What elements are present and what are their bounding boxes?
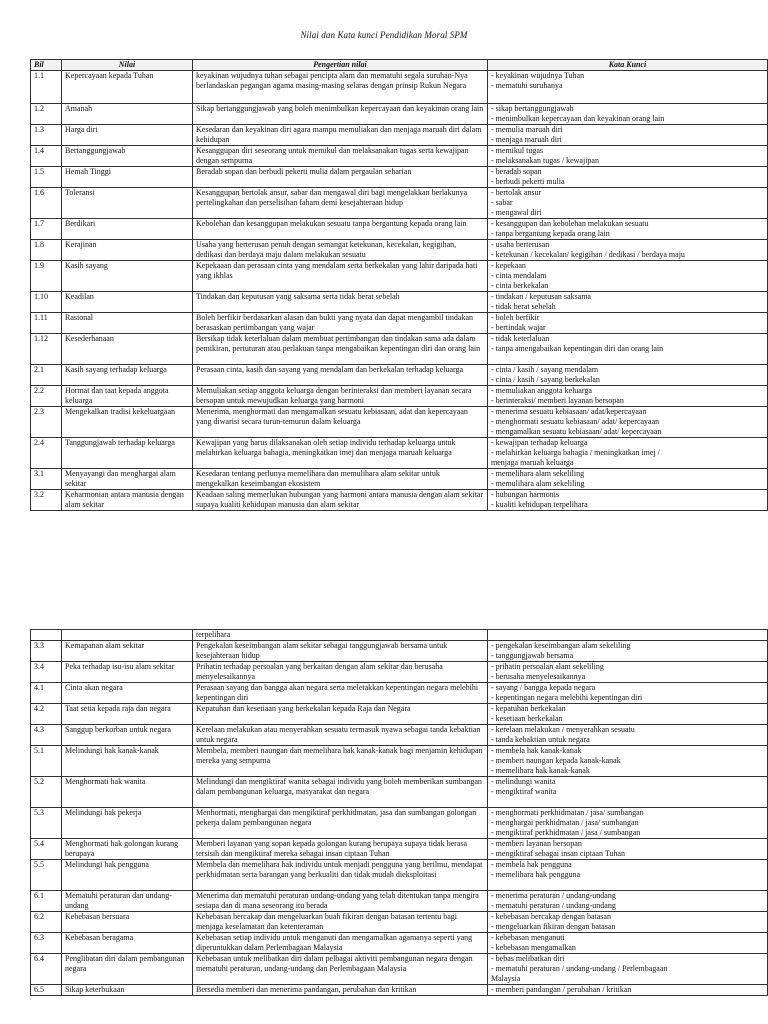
table-row — [31, 839, 768, 860]
keyword-line: - bertolak ansur — [491, 188, 542, 197]
keywords-cell — [488, 125, 768, 146]
row-number: 3.1 — [31, 469, 62, 490]
row-number: 3.3 — [31, 641, 62, 662]
value-definition: Keadaan saling memerlukan hubungan yang harmoni antara manusia dengan alam sekitar supaya kualiti kehidupan manusia dan alam sekitar — [193, 490, 488, 511]
header-pengertian: Pengertian nilai — [193, 60, 488, 71]
table-row — [31, 912, 768, 933]
header-nilai: Nilai — [62, 60, 193, 71]
keywords-cell — [488, 104, 768, 125]
keyword-line: - mengiktiraf perkhidmatan / jasa / sumbangan — [491, 828, 641, 837]
value-definition: Kebebasan setiap individu untuk menganuti dan mengamalkan agamanya seperti yang diperuntukkan dalam Perlembagaan Malaysia — [193, 933, 488, 954]
table-row — [31, 860, 768, 891]
value-definition: Kesedaran tentang perlunya memelihara dan memulihara alam sekitar untuk mengekalkan keseimbangan ekosistem — [193, 469, 488, 490]
keyword-line: - hubungan harmonis — [491, 490, 559, 499]
keywords-cell — [488, 469, 768, 490]
keywords-cell — [488, 808, 768, 839]
keywords-cell — [488, 146, 768, 167]
keyword-line: - mematuhi peraturan / undang-undang / Perlembagaan — [491, 964, 668, 973]
value-definition: Bersikap tidak keterlaluan dalam membuat pertimbangan dan tindakan sama ada dalam pemikiran, pertuturan atau perlakuan tanpa mengabaikan kepentingan diri dan orang lain — [193, 334, 488, 365]
row-number: 1.11 — [31, 313, 62, 334]
keyword-line: - prihatin persoalan alam sekeliling — [491, 662, 604, 671]
keyword-line: - cinta mendalam — [491, 271, 547, 280]
keyword-line: - memberi layanan bersopan — [491, 839, 582, 848]
keywords-cell — [488, 386, 768, 407]
keywords-cell — [488, 777, 768, 808]
row-number: 4.1 — [31, 683, 62, 704]
keyword-line: - mengawal diri — [491, 208, 542, 217]
keyword-line: - kesanggupan dan kebolehan melakukan sesuatu — [491, 219, 649, 228]
keyword-line: - membela hak kanak-kanak — [491, 746, 582, 755]
keyword-line: - kepekaan — [491, 261, 526, 270]
value-name: Hormat dan taat kepada anggota keluarga — [62, 386, 193, 407]
table-row — [31, 704, 768, 725]
row-number: 5.2 — [31, 777, 62, 808]
row-number: 1.8 — [31, 240, 62, 261]
value-definition: Menhormati, menghargai dan mengiktiraf perkhidmatan, jasa dan sumbangan golongan pekerja dalam pembangunan negara — [193, 808, 488, 839]
keyword-line: - ketekunan / kecekalan/ kegigihan / dedikasi / berdaya maju — [491, 250, 685, 259]
value-name: Menghormati hak golongan kurang berupaya — [62, 839, 193, 860]
keyword-line: - sikap bertanggungjawab — [491, 104, 574, 113]
keyword-line: - memulia maruah diri — [491, 125, 563, 134]
value-definition: Usaha yang berterusan penuh dengan semangat ketekunan, kecekalan, kegigihan, dedikasi dan berdaya maju dalam melakukan sesuatu — [193, 240, 488, 261]
row-number: 5.3 — [31, 808, 62, 839]
keywords-cell — [488, 71, 768, 104]
keywords-cell — [488, 725, 768, 746]
table-row — [31, 71, 768, 104]
keyword-line: - keyakinan wujudnya Tuhan — [491, 71, 585, 80]
keyword-line: - beradab sopan — [491, 167, 542, 176]
row-number: 5.5 — [31, 860, 62, 891]
value-definition: Membela dan memelihara hak individu untuk menjadi pengguna yang berilmu, mendapat perkhidmatan serta barangan yang berkualiti dan tidak mudah dieksploitasi — [193, 860, 488, 891]
keywords-cell — [488, 985, 768, 996]
row-number: 1.3 — [31, 125, 62, 146]
keywords-cell — [488, 746, 768, 777]
keyword-line: - kepatuhan berkekalan — [491, 704, 566, 713]
table-row — [31, 438, 768, 469]
keyword-line: - mengiktiraf sebagai insan ciptaan Tuhan — [491, 849, 625, 858]
value-name: Penglibatan diri dalam pembangunan negara — [62, 954, 193, 985]
keyword-line: menjaga maruah keluarga — [491, 458, 574, 467]
row-number: 2.4 — [31, 438, 62, 469]
keyword-line: - memberi naungan kepada kanak-kanak — [491, 756, 621, 765]
value-definition: Memberi layanan yang sopan kepada golongan kurang berupaya supaya tidak berasa tersisih dan mengiktiraf mereka sebagai insan ciptaan Tuhan — [193, 839, 488, 860]
row-number: 5.4 — [31, 839, 62, 860]
row-number: 1.1 — [31, 71, 62, 104]
value-name: Keadilan — [62, 292, 193, 313]
keyword-line: - bebas melibatkan diri — [491, 954, 565, 963]
table-row — [31, 954, 768, 985]
value-definition: Kerelaan melakukan atau menyerahkan sesuatu termasuk nyawa sebagai tanda kebaktian untuk negara — [193, 725, 488, 746]
keyword-line: - memelihara alam sekeliling — [491, 469, 585, 478]
keywords-cell — [488, 860, 768, 891]
keyword-line: - berusaha menyelesaikannya — [491, 672, 586, 681]
keywords-cell — [488, 630, 768, 641]
keyword-line: - tanda kebaktian untuk negara — [491, 735, 590, 744]
table-header-row — [31, 60, 768, 71]
value-definition: Kebolehan dan kesanggupan melakukan sesuatu tanpa bergantung kepada orang lain — [193, 219, 488, 240]
table-row — [31, 365, 768, 386]
keyword-line: - tanpa bergantung kepada orang lain — [491, 229, 610, 238]
keyword-line: - tanggungjawab bersama — [491, 651, 574, 660]
value-definition: Perasaan sayang dan bangga akan negara serta meletakkan kepentingan negara melebihi kepentingan diri — [193, 683, 488, 704]
value-definition: Kesedaran dan keyakinan diri agara mampu memuliakan dan menjaga maruah diri dalam kehidupan — [193, 125, 488, 146]
keyword-line: - kualiti kehidupan terpelihara — [491, 500, 588, 509]
value-name: Kasih sayang terhadap keluarga — [62, 365, 193, 386]
value-name: Kasih sayang — [62, 261, 193, 292]
value-definition: Kebebasan untuk melibatkan diri dalam pelbagai aktiviti pembangunan negara dengan mematuhi peraturan, undang-undang dan Perlembagaan Malaysia — [193, 954, 488, 985]
value-definition: Beradab sopan dan berbudi pekerti mulia dalam pergaulan seharian — [193, 167, 488, 188]
keyword-line: - mematuhi suruhanya — [491, 81, 563, 90]
table-row — [31, 261, 768, 292]
value-definition: keyakinan wujudnya tuhan sebagai pencipta alam dan mematuhi segala suruhan-Nya berlandaskan pegangan agama masing-masing selaras dengan prinsip Rukun Negara — [193, 71, 488, 104]
keywords-cell — [488, 438, 768, 469]
value-name: Kepercayaan kepada Tuhan — [62, 71, 193, 104]
row-number: 5.1 — [31, 746, 62, 777]
values-table-part-1 — [30, 59, 768, 511]
value-name: Kesederhanaan — [62, 334, 193, 365]
keyword-line: - bertindak wajar — [491, 323, 546, 332]
table-row — [31, 490, 768, 511]
keyword-line: - membela hak pengguna — [491, 860, 572, 869]
row-number: 3.2 — [31, 490, 62, 511]
keyword-line: - tidak berat sebelah — [491, 302, 556, 311]
value-name: Sanggup berkorban untuk negara — [62, 725, 193, 746]
row-number: 6.4 — [31, 954, 62, 985]
row-number: 2.1 — [31, 365, 62, 386]
keyword-line: - berbudi pekerti mulia — [491, 177, 565, 186]
keyword-line: - cinta berkekalan — [491, 281, 549, 290]
table-row — [31, 469, 768, 490]
row-number: 6.2 — [31, 912, 62, 933]
keyword-line: - berinteraksi/ memberi layanan bersopan — [491, 396, 624, 405]
value-definition: Kebebasan bercakap dan mengeluarkan buah fikiran dengan batasan tertentu bagi menjaga keselamatan dan ketenteraman — [193, 912, 488, 933]
table-row — [31, 662, 768, 683]
value-name: Bertanggungjawab — [62, 146, 193, 167]
keyword-line: - sayang / bangga kepada negara — [491, 683, 596, 692]
value-name: Menyayangi dan menghargai alam sekitar — [62, 469, 193, 490]
row-number: 1.6 — [31, 188, 62, 219]
row-number: 4.2 — [31, 704, 62, 725]
keyword-line: - mematuhi peraturan / undang-undang — [491, 901, 616, 910]
keyword-line: - kebebasan mengamalkan — [491, 943, 576, 952]
value-name: Hemah Tinggi — [62, 167, 193, 188]
table-row — [31, 292, 768, 313]
value-name: Cinta akan negara — [62, 683, 193, 704]
value-definition: Pengekalan keseimbangan alam sekitar sebagai tanggungjawab bersama untuk kesejahteraan hidup — [193, 641, 488, 662]
keyword-line: - menerima peraturan / undang-undang — [491, 891, 616, 900]
row-number: 1.5 — [31, 167, 62, 188]
keyword-line: - memikul tugas — [491, 146, 543, 155]
row-number: 2.3 — [31, 407, 62, 438]
header-kata-kunci: Kata Kunci — [488, 60, 768, 71]
table-row — [31, 386, 768, 407]
value-definition: Memuliakan setiap anggota keluarga dengan berinteraksi dan memberi layanan secara bersopan untuk mewujudkan keluarga yang harmoni — [193, 386, 488, 407]
keywords-cell — [488, 641, 768, 662]
keywords-cell — [488, 334, 768, 365]
table-row — [31, 125, 768, 146]
table-row — [31, 933, 768, 954]
keyword-line: - memulihara alam sekeliling — [491, 479, 585, 488]
value-name: Sikap keterbukaan — [62, 985, 193, 996]
value-definition: Kepatuhan dan kesetiaan yang berkekalan kepada Raja dan Negara — [193, 704, 488, 725]
table-row — [31, 334, 768, 365]
value-name: Menghormati hak wanita — [62, 777, 193, 808]
keyword-line: - kewajipan terhadap keluarga — [491, 438, 588, 447]
value-name: Kebebasan bersuara — [62, 912, 193, 933]
keyword-line: - kebebasan bercakap dengan batasan — [491, 912, 611, 921]
keyword-line: - sabar — [491, 198, 513, 207]
table-row — [31, 188, 768, 219]
table-row — [31, 641, 768, 662]
value-definition: Prihatin terhadap persoalan yang berkaitan dengan alam sekitar dan berusaha menyelesaikannya — [193, 662, 488, 683]
keywords-cell — [488, 891, 768, 912]
keyword-line: - menghargai perkhidmatan / jasa/ sumbangan — [491, 818, 639, 827]
value-name: Kerajinan — [62, 240, 193, 261]
table-row — [31, 219, 768, 240]
value-name: Melindungi hak kanak-kanak — [62, 746, 193, 777]
table-row — [31, 683, 768, 704]
table-row — [31, 808, 768, 839]
page-title: Nilai dan Kata kunci Pendidikan Moral SPM — [300, 30, 468, 40]
keyword-line: - melaksanakan tugas / kewajipan — [491, 156, 599, 165]
keyword-line: - kesetiaan berkekalan — [491, 714, 563, 723]
value-name: Melindungi hak pekerja — [62, 808, 193, 839]
keywords-cell — [488, 219, 768, 240]
row-number: 6.5 — [31, 985, 62, 996]
table-row — [31, 891, 768, 912]
header-bil: Bil — [31, 60, 62, 71]
value-name: Berdikari — [62, 219, 193, 240]
keywords-cell — [488, 490, 768, 511]
table-row — [31, 167, 768, 188]
keyword-line: - melindungi wanita — [491, 777, 556, 786]
keyword-line: - kepentingan negara melebihi kepentingan diri — [491, 693, 643, 702]
keyword-line: - melahirkan keluarga bahagia / meningkatkan imej / — [491, 448, 660, 457]
table-row — [31, 240, 768, 261]
value-definition: Kewajipan yang harus dilaksanakan oleh setiap individu terhadap keluarga untuk melahirkan keluarga bahagia, meningkatkan imej dan menjaga maruah keluarga — [193, 438, 488, 469]
keyword-line: - boleh berfikir — [491, 313, 540, 322]
keywords-cell — [488, 365, 768, 386]
table-row — [31, 985, 768, 996]
keywords-cell — [488, 313, 768, 334]
keyword-line: - menerima sesuatu kebiasaan/ adat/kepercayaan — [491, 407, 647, 416]
value-name: Harga diri — [62, 125, 193, 146]
keyword-line: - mengeluarkan fikiran dengan batasan — [491, 922, 616, 931]
keyword-line: - mengamalkan sesuatu kebiasaan/ adat/ kepercayaan — [491, 427, 662, 436]
keyword-line: - cinta / kasih / sayang mendalam — [491, 365, 599, 374]
keywords-cell — [488, 839, 768, 860]
value-definition: Kesanggupan diri seseorang untuk memikul dan melaksanakan tugas serta kewajipan dengan sempurna — [193, 146, 488, 167]
value-name: Taat setia kepada raja dan negara — [62, 704, 193, 725]
row-number: 6.3 — [31, 933, 62, 954]
value-name: Mematuhi peraturan dan undang-undang — [62, 891, 193, 912]
keyword-line: - memuliakan anggota keluarga — [491, 386, 592, 395]
value-definition: Kesanggupan bertolak ansur, sabar dan mengawal diri bagi mengelakkan berlakunya pertelingkahan dan perselisihan faham demi kesejahteraan hidup — [193, 188, 488, 219]
value-name: Toleransi — [62, 188, 193, 219]
table-row — [31, 777, 768, 808]
value-definition: Melindungi dan mengiktiraf wanita sebagai individu yang boleh memberikan sumbangan dalam pembangunan keluarga, masyarakat dan negara — [193, 777, 488, 808]
keyword-line: - kerelaan melakukan / menyerahkan sesuatu — [491, 725, 635, 734]
table-row — [31, 630, 768, 641]
row-number: 6.1 — [31, 891, 62, 912]
keyword-line: - menjaga maruah diri — [491, 135, 562, 144]
keywords-cell — [488, 188, 768, 219]
row-number: 1.4 — [31, 146, 62, 167]
row-number: 1.12 — [31, 334, 62, 365]
keyword-line: - menghormati perkhidmatan / jasa/ sumbangan — [491, 808, 644, 817]
keywords-cell — [488, 261, 768, 292]
table-row — [31, 313, 768, 334]
keywords-cell — [488, 240, 768, 261]
table-row — [31, 146, 768, 167]
keywords-cell — [488, 933, 768, 954]
keyword-line: - tidak keterlaluan — [491, 334, 550, 343]
value-definition: Menerima, menghormati dan mengamalkan sesuatu kebiasaan, adat dan kepercayaan yang diwarisi secara turun-temurun dalam keluarga — [193, 407, 488, 438]
table-row — [31, 746, 768, 777]
value-name: Kebebasan beragama — [62, 933, 193, 954]
keyword-line: - mengiktiraf wanita — [491, 787, 557, 796]
value-name: Tanggungjawab terhadap keluarga — [62, 438, 193, 469]
keyword-line: - cinta / kasih / sayang berkekalan — [491, 375, 600, 384]
row-number: 1.9 — [31, 261, 62, 292]
value-name: Peka terhadap isu-isu alam sekitar — [62, 662, 193, 683]
value-definition: Membela, memberi naungan dan memelihara hak kanak-kanak bagi menjamin kehidupan mereka yang sempurna — [193, 746, 488, 777]
table-row — [31, 725, 768, 746]
keywords-cell — [488, 167, 768, 188]
row-number: 1.10 — [31, 292, 62, 313]
keyword-line: - menghormati sesuatu kebiasaan/ adat/ kepercayaan — [491, 417, 660, 426]
value-definition: terpelihara — [193, 630, 488, 641]
row-number: 1.2 — [31, 104, 62, 125]
keywords-cell — [488, 662, 768, 683]
values-table-part-2 — [30, 629, 768, 996]
value-name — [62, 630, 193, 641]
keyword-line: - memelihara hak kanak-kanak — [491, 766, 590, 775]
keyword-line: - menimbulkan kepercayaan dan keyakinan orang lain — [491, 114, 665, 123]
value-definition: Tindakan dan keputusan yang saksama serta tidak berat sebelah — [193, 292, 488, 313]
row-number: 4.3 — [31, 725, 62, 746]
value-name: Rasional — [62, 313, 193, 334]
keyword-line: - tindakan / keputusan saksama — [491, 292, 591, 301]
value-definition: Perasaan cinta, kasih dan sayang yang mendalam dan berkekalan terhadap keluarga — [193, 365, 488, 386]
keyword-line: - kebebasan menganuti — [491, 933, 565, 942]
value-definition: Sikap bertanggungjawab yang boleh menimbulkan kepercayaan dan keyakinan orang lain — [193, 104, 488, 125]
row-number: 1.7 — [31, 219, 62, 240]
keywords-cell — [488, 683, 768, 704]
value-definition: Kepekaaan dan perasaan cinta yang mendalam serta berkekalan yang lahir daripada hati yang ikhlas — [193, 261, 488, 292]
row-number: 2.2 — [31, 386, 62, 407]
keywords-cell — [488, 704, 768, 725]
keywords-cell — [488, 912, 768, 933]
keyword-line: - memelihara hak pengguna — [491, 870, 581, 879]
value-name: Keharmonian antara manusia dengan alam sekitar — [62, 490, 193, 511]
row-number — [31, 630, 62, 641]
keyword-line: - tanpa amengabaikan kepentingan diri dan orang lain — [491, 344, 664, 353]
value-definition: Boleh berfikir berdasarkan alasan dan bukti yang nyata dan dapat mengambil tindakan berasaskan pertimbangan yang wajar — [193, 313, 488, 334]
keywords-cell — [488, 954, 768, 985]
table-row — [31, 104, 768, 125]
value-definition: Menerima dan mematuhi peraturan undang-undang yang telah ditentukan tanpa mengira sesiapa dan di mana seseorang itu berada — [193, 891, 488, 912]
keyword-line: - pengekalan keseimbangan alam sekeliling — [491, 641, 631, 650]
keyword-line: - memberi pandangan / perubahan / kritikan — [491, 985, 632, 994]
keywords-cell — [488, 292, 768, 313]
value-name: Kemapanan alam sekitar — [62, 641, 193, 662]
value-name: Melindungi hak pengguna — [62, 860, 193, 891]
keyword-line: - usaha berterusan — [491, 240, 550, 249]
value-definition: Bersedia memberi dan menerima pandangan, perubahan dan kritikan — [193, 985, 488, 996]
value-name: Amanah — [62, 104, 193, 125]
keyword-line: Malaysia — [491, 974, 521, 983]
value-name: Mengekalkan tradisi kekeluargaan — [62, 407, 193, 438]
row-number: 3.4 — [31, 662, 62, 683]
keywords-cell — [488, 407, 768, 438]
table-row — [31, 407, 768, 438]
